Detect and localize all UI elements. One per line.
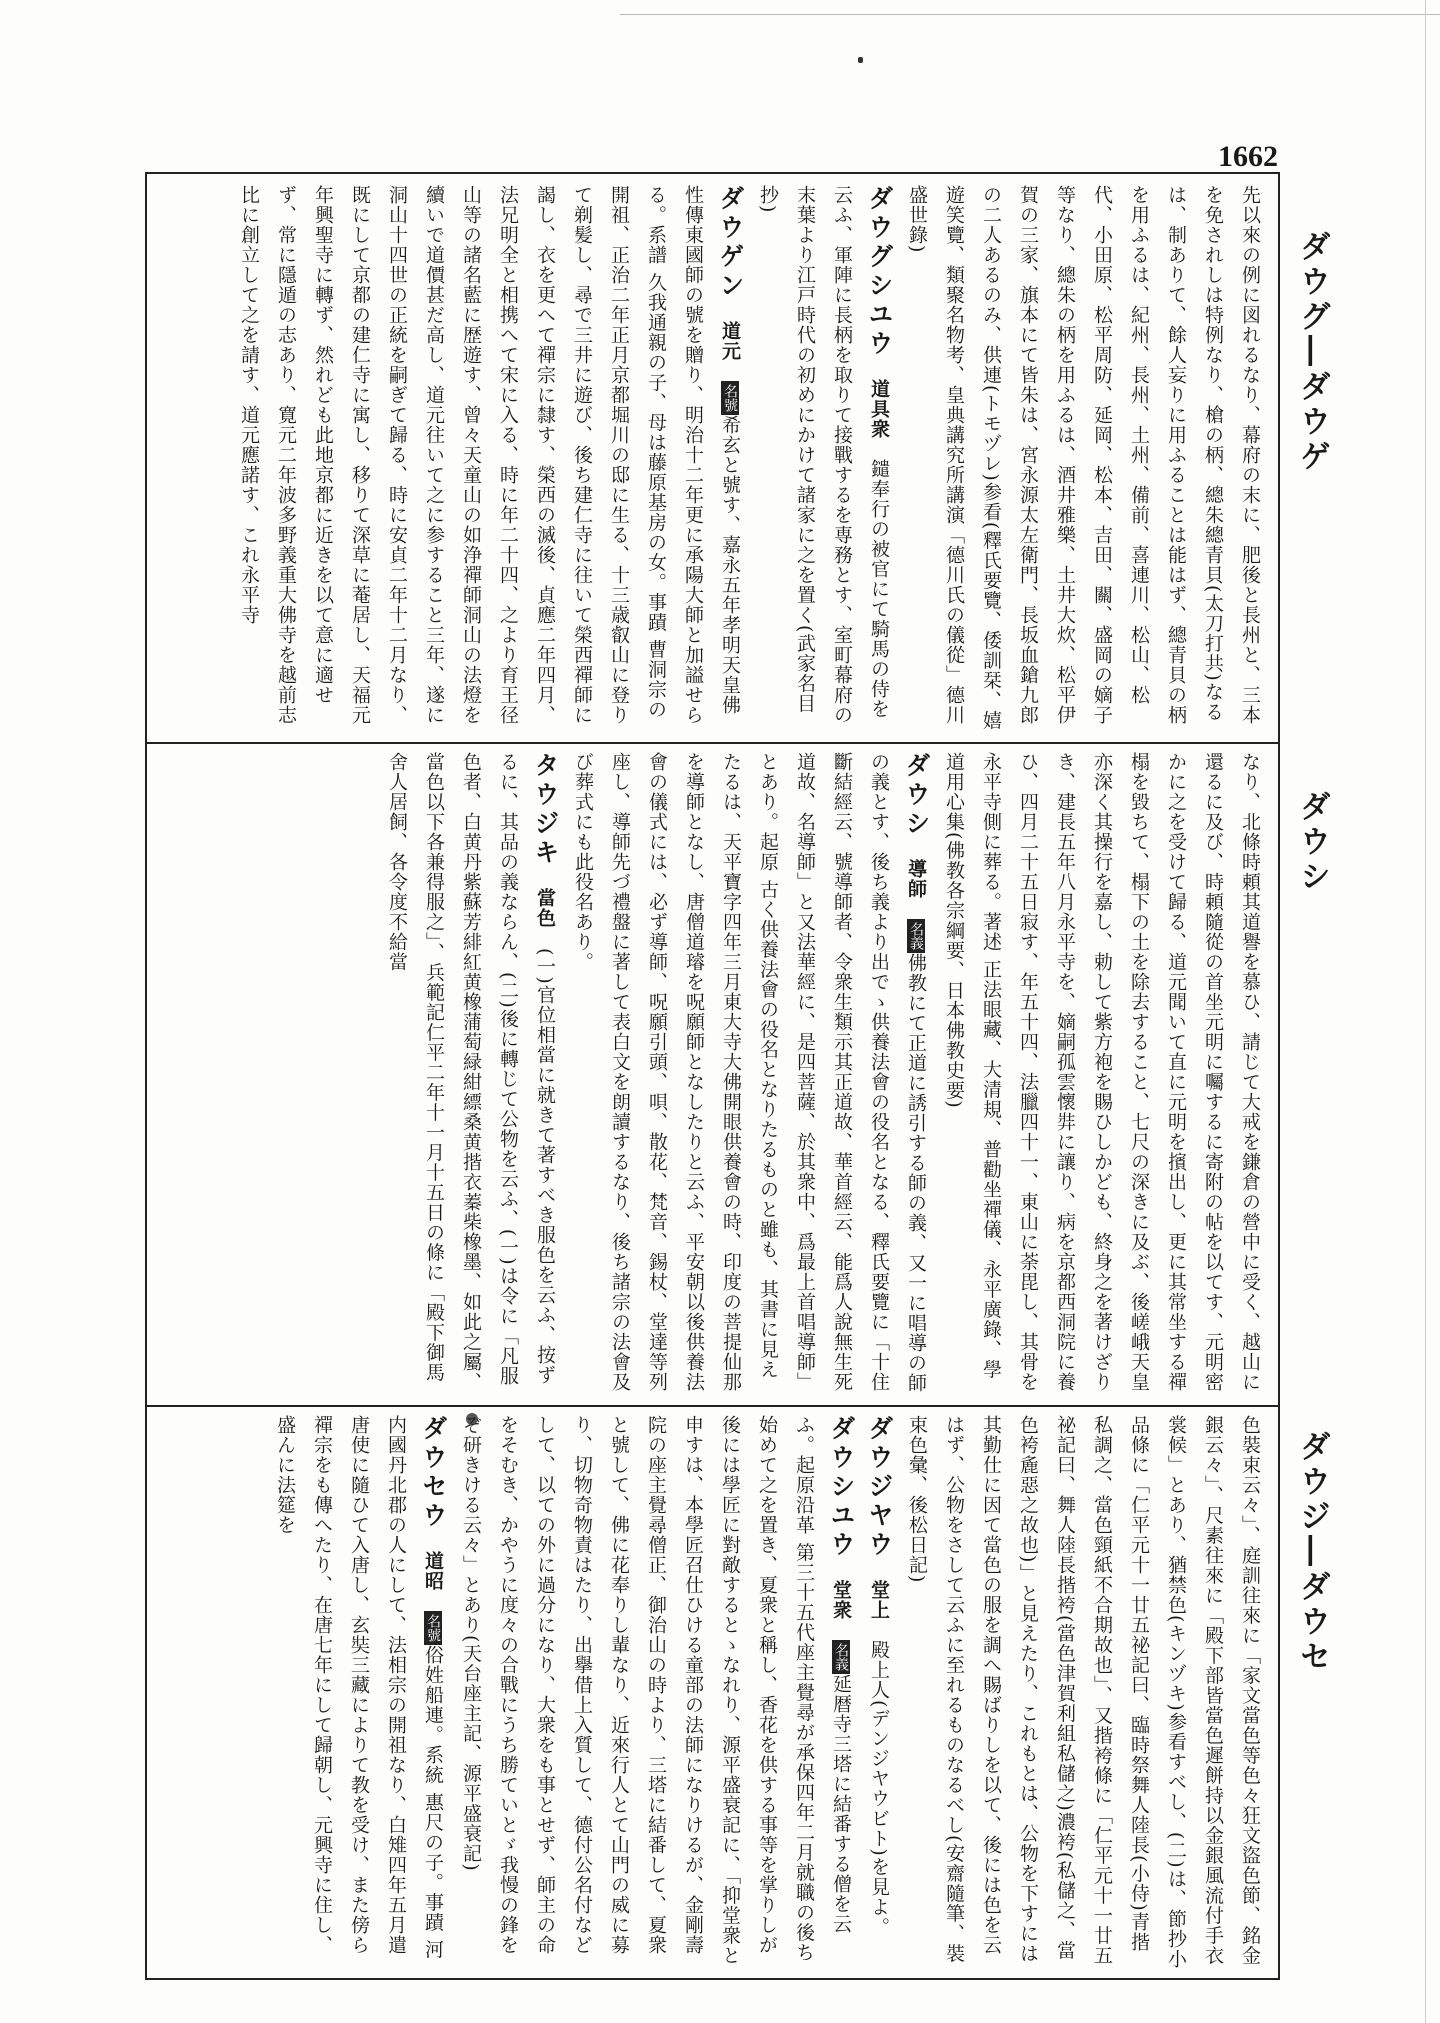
entry-headword: ダウセウ — [419, 1415, 448, 1531]
entry-body: 先以來の例に図れるなり、幕府の末に、肥後と長州と、三本を免されしは特例なり、槍の柄、總朱總青貝(太刀打共)なるは、制ありて、餘人妄りに用ふることは能はず、總青貝の柄を用ふるは、紀州、長州、土州、備前、喜連川、松山、松代、小田原、松平周防、延岡、松本、吉田、關、盛岡の嫡子等なり、總朱の柄を用ふるは、酒井雅樂、土井大炊、松平伊賀の三家、旗本にて皆朱は、宮永源太左衛門、長坂血鎗九郎の二人あるのみ、供連(トモヅレ)参看(釋氏要覽、倭訓栞、嬉遊笑覽、類聚名物考、皇典講究所講演「德川氏の儀從」德川盛世錄) — [906, 185, 1261, 731]
entry-body: 殿上人(デンジヤウビト)を見よ。 — [868, 1640, 890, 1937]
entry-body: なり、北條時頼其道譽を慕ひ、請じて大戒を鎌倉の營中に受く、越山に還るに及び、時頼隨從の首坐元明に囑するに寄附の帖を以てす、元明密かに之を受けて歸る、道元聞いて直に元明を擯出し、更に其常坐する禪榻を毀ちて、榻下の土を除去すること、七尺の深きに及ぶ、後嵯峨天皇亦深く其操行を嘉し、勅して紫方袍を賜ひしかども、終身之を著けざりき、建長五年八月永平寺を、嫡嗣孤雲懷弉に讓り、病を京都西洞院に養ひ、四月二十五日寂す、年五十四、法臘四十一、東山に荼毘し、其骨を永平寺側に葬る。著述 正法眼藏、大清規、普勸坐禪儀、永平廣錄、學道用心集(佛教各宗綱要、日本佛教史要) — [943, 752, 1261, 1392]
entry-kanji: 當色 — [534, 888, 556, 928]
section-tag-badge: 名號 — [721, 381, 739, 415]
entry-headword: ダウジヤウ — [865, 1415, 894, 1560]
entry-body: 鑓奉行の被官にて騎馬の侍を云ふ、軍陣に長柄を取りて接戰するを専務とす、室町幕府の末葉より江戸時代の初めにかけて諸家に之を置く(武家名目抄) — [757, 185, 890, 725]
scan-speck — [858, 57, 863, 63]
dictionary-entry — [749, 185, 898, 733]
margin-rule — [1278, 172, 1280, 1980]
dictionary-entry — [230, 185, 749, 733]
dictionary-entry — [452, 1415, 860, 1970]
margin-heading: ダウシ — [1294, 790, 1330, 895]
entry-kanji: 導師 — [905, 859, 927, 899]
section-divider — [145, 742, 1280, 744]
entry-kanji: 道昭 — [422, 1551, 444, 1591]
entry-headword: ダウシ — [902, 752, 931, 839]
section-divider — [145, 1405, 1280, 1407]
entry-body: 色裝束云々」、庭訓往來に「家文當色等色々狂文盜色節、銘金銀云々」、尺素往來に「殿下部皆當色遲餅持以金銀風流付手衣裳候」とあり、猶禁色(キンヅキ)参看すべし、(二)は、節抄小品條に「仁平元十一廿五祕記曰、臨時祭舞人陸長(小侍)青揩私調之、當色頸紙不合期故也」、又揩袴條に「仁平元十一廿五祕記曰、舞人陸長揩袴(當色津賀利組私儲之)濃袴(私儲之、當色袴麁惡之故也)」と見えたり、これもとは、公物を下すには其勤仕に因て當色の服を調へ賜ばりしを以て、後には色を云はず、公物をさして云ふに至れるものなるべし(安齋隨筆、裝束色彙、後松日記) — [906, 1415, 1261, 1969]
margin-heading: ダウグ―ダウゲ — [1294, 230, 1330, 475]
dictionary-entry — [378, 752, 564, 1397]
scan-top-line — [620, 0, 1440, 15]
section-tag-badge: 名義 — [832, 1640, 850, 1674]
entry-body: 延暦寺三塔に結番する僧を云ふ。起原沿革 第三十五代座主覺尋が承保四年二月就職の後ち始めて之を置き、夏衆と稱し、香花を供する事等を掌りしが後には學匠に對敵するとゝなれり、源平盛衰記に、「抑堂衆と申すは、本學匠召仕ひける童部の法師になりけるが、金剛壽院の座主覺尋僧正、御治山の時より、三塔に結番して、夏衆と號して、佛に花奉りし輩なり、近來行人とて山門の威に募り、切物奇物責はたり、出擧借上入質して、德付公名付などして、以ての外に過分になり、大衆をも事とせず、師主の命をそむき、かやうに度々の合戰にうち勝ていとゞ我慢の鋒をぞ研きける云々」とあり(天台座主記、源平盛衰記) — [460, 1415, 852, 1966]
entry-body: 俗姓船連。系統 惠尺の子。事蹟 河内國丹北郡の人にして、法相宗の開祖なり、白雉四年五月遣唐使に隨ひて入唐し、玄奘三藏によりて教を受け、また傍ら禪宗をも傳へたり、在唐七年にして歸朝し、元興寺に住し、盛んに法筵を — [274, 1415, 444, 1960]
entry-body: (一)官位相當に就きて著すべき服色を云ふ、按ずるに、其品の義ならん、(二)後に轉じて公物を云ふ、(一)は令に「凡服色者、白黄丹紫蘇芳緋紅黄橡蒲萄緑紺縹桑黄揩衣蓁柴橡墨、如此之屬、當色以下各兼得服之」、兵範記仁平二年十一月十五日の條に「殿下御馬舍人居飼、各令度不給當 — [386, 752, 556, 1392]
entry-kanji: 堂衆 — [830, 1580, 852, 1620]
dictionary-section-top — [158, 185, 1268, 733]
margin-heading: ダウジ―ダウセ — [1294, 1430, 1330, 1675]
entry-headword: タウジキ — [531, 752, 560, 868]
entry-body: 希玄と號す、嘉永五年孝明天皇佛性傳東國師の號を贈り、明治十二年更に承陽大師と加謚せらる。系譜 久我通親の子、母は藤原基房の女。事蹟 曹洞宗の開祖、正治二年正月京都堀川の邸に生る、十三歳叡山に登りて剃髪し、尋で三井に遊び、後ち建仁寺に往いて榮西禪師に謁し、衣を更へて禪宗に隸す、榮西の滅後、貞應二年四月、法兄明全と相携へて宋に入る、時に年二十四、之より育王径山等の諸名藍に歴遊す、曾々天童山の如浄禪師洞山の法燈を續いで道價甚だ高し、道元往いて之に参すること三年、遂に洞山十四世の正統を嗣ぎて歸る、時に安貞二年十二月なり、既にして京都の建仁寺に寓し、移りて深草に菴居し、天福元年興聖寺に轉ず、然れども此地京都に近きを以て意に適せず、常に隱遁の志あり、寛元二年波多野義重大佛寺を越前志比に創立して之を請す、道元應諾す、これ永平寺 — [238, 185, 741, 725]
dictionary-entry — [564, 752, 935, 1397]
entry-continuation — [898, 185, 1268, 733]
dictionary-section-bottom — [158, 1415, 1268, 1970]
dictionary-entry — [266, 1415, 452, 1970]
section-tag-badge: 名義 — [907, 919, 925, 953]
dictionary-section-middle — [158, 752, 1268, 1397]
entry-body: 佛教にて正道に誘引する師の義、又一に唱導の師の義とす、後ち義より出でゝ供養法會の役名となる、釋氏要覽に「十住斷結經云、號導師者、令衆生類示其正道故、華首經云、能爲人說無生死道故、名導師」と又法華經に、是四菩薩、於其衆中、爲最上首唱導師」とあり。起原 古く供養法會の役名となりたるものと雖も、其書に見えたるは、天平寶字四年三月東大寺大佛開眼供養會の時、印度の菩提仙那を導師となし、唐僧道璿を呪願師となしたりと云ふ、平安朝以後供養法會の儀式には、必ず導師、呪願引頭、唄、散花、梵音、錫杖、堂達等列座し、導師先づ禮盤に著して表白文を朗讀するなり、後ち諸宗の法會及び葬式にも此役名あり。 — [572, 752, 927, 1393]
section-tag-badge: 名號 — [424, 1611, 442, 1645]
entry-continuation — [898, 1415, 1268, 1970]
entry-kanji: 道具衆 — [868, 379, 890, 439]
entry-kanji: 堂上 — [868, 1580, 890, 1620]
entry-continuation — [935, 752, 1268, 1397]
page-number: 1662 — [1218, 140, 1278, 173]
entry-headword: ダウゲン — [716, 185, 745, 301]
entry-headword: ダウシユウ — [827, 1415, 856, 1560]
dictionary-entry — [860, 1415, 898, 1970]
entry-kanji: 道元 — [719, 321, 741, 361]
entry-headword: ダウグシユウ — [865, 185, 894, 359]
scan-edge-line — [1425, 0, 1426, 2023]
